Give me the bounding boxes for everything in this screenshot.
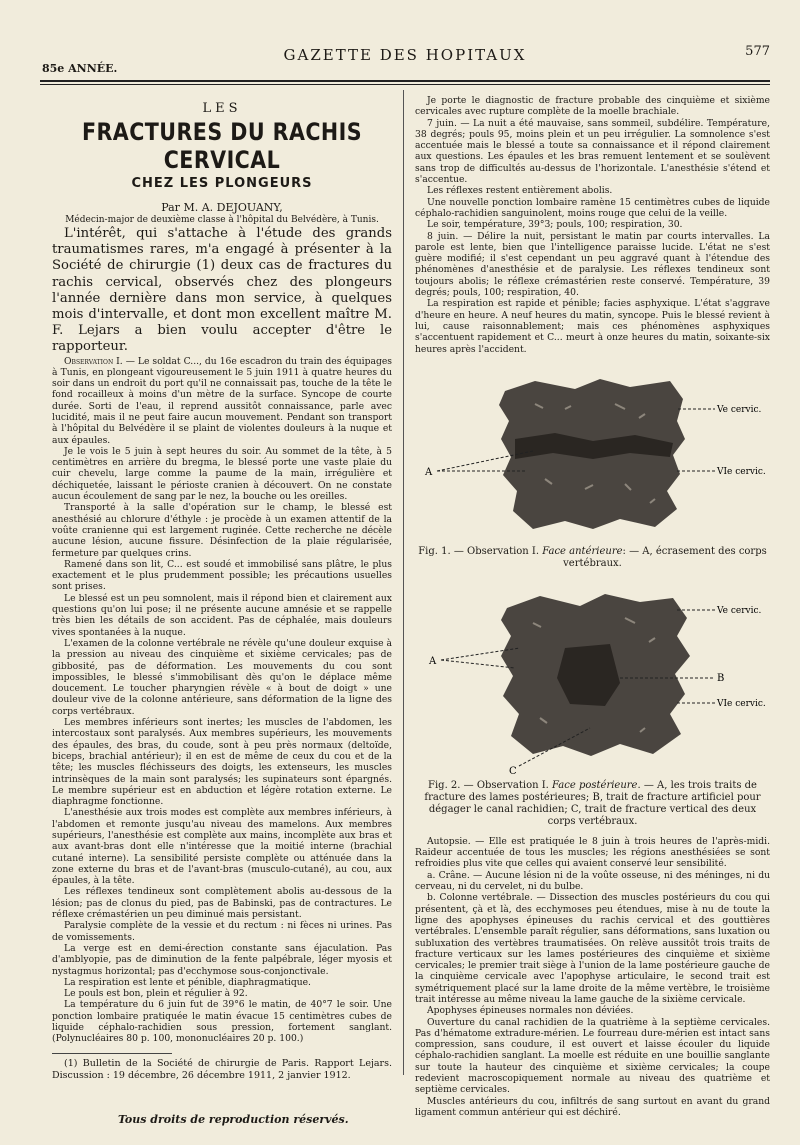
article-intro: L'intérêt, qui s'attache à l'étude des grands traumatismes rares, m'a engagé à présenter à la Société de chirurgie (1) deux cas de fractures du rachis cervical, observés chez des plongeurs l'année dernière dans mon service, à quelques mois d'intervalle, et dont mon excellent maître M. F. Lejars a bien voulu accepter d'être le rapporteur.	[52, 225, 392, 355]
article-subtitle: CHEZ LES PLONGEURS	[131, 176, 313, 192]
article-author: Par M. A. DEJOUANY,	[161, 200, 283, 214]
paragraph: L'examen de la colonne vertébrale ne révèle qu'une douleur exquise à la pression au niveau des cinquième et sixième cervicales; pas de gibbosité, pas de déformation. Les mouvements du cou sont impossibles, le blessé s'immobilisant dès qu'on le déplace même doucement. Le toucher pharyngien révèle « à bout de doigt » une douleur vive de la colonne antérieure, sans déformation de la ligne des corps vertébraux.	[52, 637, 392, 717]
fig2-label-c: C	[509, 765, 517, 777]
figure-1	[415, 359, 770, 544]
paragraph: La température du 6 juin fut de 39°6 le matin, de 40°7 le soir. Une ponction lombaire pratiquée le matin évacue 15 centimètres cubes de liquide céphalo-rachidien sous pression, fortement sanglant. (Polynucléaires 80 p. 100, mononucléaires 20 p. 100.)	[52, 999, 392, 1045]
article-title: FRACTURES DU RACHIS CERVICAL	[81, 118, 363, 175]
paragraph: b. Colonne vertébrale. — Dissection des muscles postérieurs du cou qui présentent, çà et là, des ecchymoses peu étendues, mise à nu de toute la ligne des apophyses épineuses du rachis cervical et des gouttières vertébrales. L'ensemble paraît régulier, sans déformations, sans luxation ou subluxation des vertèbres traumatisées. On relève aussitôt trois traits de fracture verticaux sur les lames postérieures des cinquième et sixième cervicales; le premier trait siège à l'union de la lame postérieure gauche de la cinquième cervicale avec l'apophyse articulaire, le second trait est symétriquement placé sur la lame droite de la même vertèbre, le troisième trait intéresse au même niveau la lame gauche de la sixième cervicale.	[415, 892, 770, 1005]
paragraph: Les réflexes restent entièrement abolis.	[427, 185, 613, 197]
header-rule	[40, 80, 770, 82]
paragraph: Le pouls est bon, plein et régulier à 92.	[64, 988, 248, 1000]
paragraph: Le soir, température, 39°3; pouls, 100; respiration, 30.	[427, 219, 683, 231]
fig2-label-vi: VIe cervic.	[717, 698, 766, 709]
rights-notice: Tous droits de reproduction réservés.	[118, 1113, 349, 1126]
paragraph: Je le vois le 5 juin à sept heures du soir. Au sommet de la tête, à 5 centimètres en arrière du bregma, le blessé porte une vaste plaie du cuir chevelu, large comme la paume de la main, irrégulière et déchiquetée, laissant le périoste cranien à découvert. On ne constate aucun écoulement de sang par le nez, la bouche ou les oreilles.	[52, 445, 392, 503]
article-pre-title: LES	[202, 101, 242, 116]
fig1-label-vi: VIe cervic.	[717, 466, 766, 477]
paragraph: a. Crâne. — Aucune lésion ni de la voûte osseuse, ni des méninges, ni du cerveau, ni du cervelet, ni du bulbe.	[415, 869, 770, 893]
canal-opening	[557, 644, 620, 706]
page-number: 577	[745, 44, 770, 59]
paragraph: Les réflexes tendineux sont complètement abolis au-dessous de la lésion; pas de clonus du pied, pas de Babinski, pas de contractures. Le réflexe crémastérien un peu diminué mais persistant.	[52, 886, 392, 921]
vertebrae-anterior-illustration	[415, 359, 770, 544]
fig2-label-a: A	[429, 655, 437, 667]
paragraph: Ouverture du canal rachidien de la quatrième à la septième cervicales. Pas d'hématome extradure-mérien. Le fourreau dure-mérien est intact sans compression, sans coudure, il est ouvert et laisse écouler du liquide céphalo-rachidien sanglant. La moelle est réduite en une bouillie sanglante sur toute la hauteur des cinquième et sixième cervicales; la coupe redevient macroscopiquement normale au niveau des quatrième et septième cervicales.	[415, 1016, 770, 1096]
fig1-label-a: A	[425, 466, 433, 478]
footnote: (1) Bulletin de la Société de chirurgie de Paris. Rapport Lejars. Discussion : 19 décembre, 26 décembre 1911, 2 janvier 1912.	[52, 1057, 392, 1081]
figure-1-caption	[415, 546, 770, 570]
header-rule-thin	[40, 84, 770, 85]
column-separator	[403, 90, 404, 1075]
paragraph: Paralysie complète de la vessie et du rectum : ni fèces ni urines. Pas de vomissements.	[52, 920, 392, 943]
figure-2	[415, 578, 770, 778]
caption-suffix: . — A, les trois traits de fracture des lames postérieures; B, trait de fracture artificiel pour dégager le canal rachidien; C, trait de fracture vertical des deux corps vertébraux.	[424, 779, 761, 827]
fig2-label-b: B	[717, 672, 725, 684]
left-column	[52, 95, 392, 1082]
year-label: 85e ANNÉE.	[42, 62, 118, 75]
fig1-label-v: Ve cervic.	[717, 404, 762, 415]
leader-line-a2	[441, 660, 515, 668]
paragraph: La respiration est lente et pénible, diaphragmatique.	[64, 976, 311, 988]
paragraph: Apophyses épineuses normales non déviées.	[427, 1005, 634, 1017]
paragraph: Transporté à la salle d'opération sur le champ, le blessé est anesthésié au chlorure d'éthyle : je procède à un examen attentif de la voûte cranienne qui est largement ruginée. Cette recherche ne décèle aucune lésion, aucune fissure. Désinfection de la plaie régularisée, fermeture par quelques crins.	[52, 502, 392, 559]
paragraph: Muscles antérieurs du cou, infiltrés de sang surtout en avant du grand ligament commun antérieur qui est déchiré.	[415, 1095, 770, 1118]
observation-heading: Observation I.	[64, 355, 123, 367]
caption-suffix: : — A, écrasement des corps vertébraux.	[563, 545, 767, 569]
author-affiliation: Médecin-major de deuxième classe à l'hôpital du Belvédère, à Tunis.	[65, 214, 379, 225]
vertebrae-posterior-illustration	[415, 578, 770, 778]
figure-2-caption	[415, 780, 770, 828]
caption-italic: Face postérieure	[552, 779, 638, 791]
paragraph: Ramené dans son lit, C... est soudé et immobilisé sans plâtre, le plus exactement et le plus prudemment possible; les précautions usuelles sont prises.	[52, 558, 392, 593]
paragraph: Autopsie. — Elle est pratiquée le 8 juin à trois heures de l'après-midi. Raideur accentuée de tous les muscles; les régions anesthésiées se sont refroidies plus vite que celles qui avaient conservé leur sensibilité.	[415, 835, 770, 870]
footnote-rule	[52, 1053, 172, 1054]
fig2-label-v: Ve cervic.	[717, 605, 762, 616]
paragraph: 7 juin. — La nuit a été mauvaise, sans sommeil, subdélire. Température, 38 degrés; pouls 95, moins plein et un peu irrégulier. La somnolence s'est accentuée mais le blessé a toute sa connaissance et il répond clairement aux questions. Les épaules et les bras remuent lentement et se soulèvent sans trop de difficultés au-dessus de l'horizontale. L'anesthésie s'étend et s'accentue.	[415, 117, 770, 186]
paragraph: Le blessé est un peu somnolent, mais il répond bien et clairement aux questions qu'on lui pose; il ne présente aucune amnésie et se rappelle très bien les détails de son accident. Pas de céphalée, mais douleurs vives spontanées à la nuque.	[52, 592, 392, 638]
paragraph: La respiration est rapide et pénible; facies asphyxique. L'état s'aggrave d'heure en heure. A neuf heures du matin, syncope. Puis le blessé revient à lui, cause raisonnablement; mais ces phénomènes asphyxiques s'accentuent rapidement et C... meurt à onze heures du matin, soixante-six heures après l'accident.	[415, 298, 770, 355]
paragraph-text: — Le soldat C..., du 16e escadron du train des équipages à Tunis, en plongeant vigoureusement le 5 juin 1911 à quatre heures du soir dans un endroit du port qu'il ne connaissait pas, touche de la tête le fond rocailleux à moins d'un mètre de la surface. Syncope de courte durée. Sorti de l'eau, il reprend aussitôt connaissance, parle avec lucidité, mais il ne peut faire aucun mouvement. Pendant son transport à l'hôpital du Belvédère il se plaint de violentes douleurs à la nuque et aux épaules.	[52, 355, 392, 446]
paragraph: L'anesthésie aux trois modes est complète aux membres inférieurs, à l'abdomen et remonte jusqu'au niveau des mamelons. Aux membres supérieurs, l'anesthésie est complète aux mains, incomplète aux bras et aux avant-bras dont elle n'intéresse que la moitié interne (brachial cutané interne). La sensibilité persiste complète ou atténuée dans la zone externe du bras et de l'avant-bras (musculo-cutané), au cou, aux épaules, à la tête.	[52, 807, 392, 887]
paragraph: 8 juin. — Délire la nuit, persistant le matin par courts intervalles. La parole est lente, bien que l'intelligence paraisse lucide. L'état ne s'est guère modifié; il s'est cependant un peu aggravé quant à l'étendue des phénomènes d'anesthésie et de paralysie. Les réflexes tendineux sont toujours abolis; le réflexe crémastérien reste conservé. Température, 39 degrés; pouls, 100; respiration, 40.	[415, 230, 770, 299]
journal-title: GAZETTE DES HOPITAUX	[283, 46, 527, 64]
paragraph	[52, 356, 392, 446]
paragraph: Une nouvelle ponction lombaire ramène 15 centimètres cubes de liquide céphalo-rachidien sanguinolent, moins rouge que celui de la veille.	[415, 196, 770, 219]
caption-italic: Face antérieure	[542, 545, 623, 557]
right-column	[415, 95, 770, 1118]
paragraph: Je porte le diagnostic de fracture probable des cinquième et sixième cervicales avec rupture complète de la moelle brachiale.	[415, 95, 770, 118]
page-header	[40, 38, 770, 78]
paragraph: Les membres inférieurs sont inertes; les muscles de l'abdomen, les intercostaux sont paralysés. Aux membres supérieurs, les mouvements des épaules, des bras, du coude, sont à peu près normaux (deltoïde, biceps, brachial antérieur); il en est de même de ceux du cou et de la tête; les muscles fléchisseurs des doigts, les extenseurs, les muscles intrinsèques de la main sont paralysés; les supinateurs sont épargnés. Le membre supérieur est en abduction et légère rotation externe. Le diaphragme fonctionne.	[52, 717, 392, 808]
paragraph: La verge est en demi-érection constante sans éjaculation. Pas d'amblyopie, pas de diminution de la fente palpébrale, léger myosis et nystagmus horizontal; pas d'ecchymose sous-conjonctivale.	[52, 942, 392, 977]
caption-prefix: Fig. 1. — Observation I.	[418, 545, 543, 557]
caption-prefix: Fig. 2. — Observation I.	[428, 779, 553, 791]
